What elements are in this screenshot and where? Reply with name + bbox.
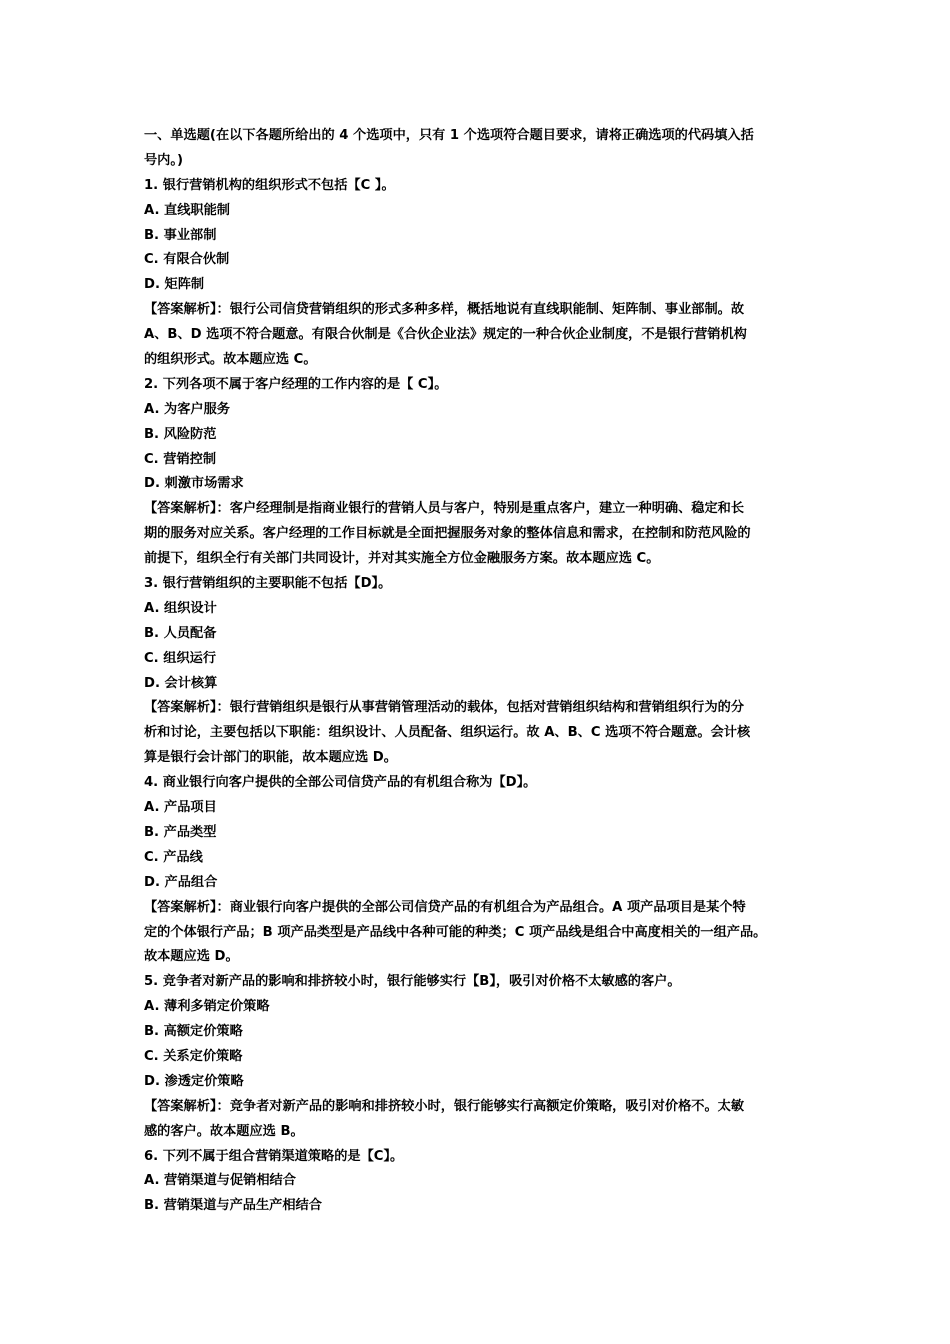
section-title-line: 号内。) <box>144 152 183 168</box>
option-b: B. 产品类型 <box>144 824 217 840</box>
option-c: C. 营销控制 <box>144 451 217 467</box>
question-3 <box>144 572 824 771</box>
answer-analysis-line: 【答案解析】：竞争者对新产品的影响和排挤较小时，银行能够实行高额定价策略，吸引对价格不。太敏 <box>144 1098 745 1114</box>
option-a: A. 产品项目 <box>144 800 217 816</box>
option-b: B. 事业部制 <box>144 227 217 243</box>
option-d: D. 刺激市场需求 <box>144 476 244 492</box>
option-c: C. 关系定价策略 <box>144 1048 243 1064</box>
option-b: B. 人员配备 <box>144 625 217 641</box>
question-stem: 6. 下列不属于组合营销渠道策略的是【C】。 <box>144 1148 404 1164</box>
question-4 <box>144 771 824 970</box>
section-title <box>144 124 824 174</box>
option-a: A. 直线职能制 <box>144 202 230 218</box>
answer-analysis-line: 期的服务对应关系。客户经理的工作目标就是全面把握服务对象的整体信息和需求，在控制和防范风险的 <box>144 526 751 542</box>
option-c: C. 产品线 <box>144 849 203 865</box>
answer-analysis-line: 的组织形式。故本题应选 C。 <box>144 352 317 368</box>
question-2 <box>144 373 824 572</box>
question-stem: 3. 银行营销组织的主要职能不包括【D】。 <box>144 576 392 592</box>
answer-analysis-line: 【答案解析】：银行公司信贷营销组织的形式多种多样，概括地说有直线职能制、矩阵制、事业部制。故 <box>144 302 745 318</box>
answer-analysis-line: 【答案解析】：商业银行向客户提供的全部公司信贷产品的有机组合为产品组合。A 项产品项目是某个特 <box>144 899 746 915</box>
option-d: D. 矩阵制 <box>144 277 205 293</box>
answer-analysis-line: 定的个体银行产品；B 项产品类型是产品线中各种可能的种类；C 项产品线是组合中高度相关的一组产品。 <box>144 924 767 940</box>
answer-analysis-line: 前提下，组织全行有关部门共同设计，并对其实施全方位金融服务方案。故本题应选 C。 <box>144 551 660 567</box>
answer-analysis-line: 算是银行会计部门的职能，故本题应选 D。 <box>144 750 397 766</box>
answer-analysis-line: 【答案解析】：银行营销组织是银行从事营销管理活动的载体，包括对营销组织结构和营销组织行为的分 <box>144 700 745 716</box>
option-c: C. 有限合伙制 <box>144 252 230 268</box>
option-d: D. 会计核算 <box>144 675 218 691</box>
option-b: B. 风险防范 <box>144 426 217 442</box>
question-6 <box>144 1145 824 1220</box>
option-a: A. 组织设计 <box>144 600 217 616</box>
answer-analysis-line: 感的客户。故本题应选 B。 <box>144 1123 304 1139</box>
document-page <box>144 124 824 1219</box>
section-title-line: 一、单选题(在以下各题所给出的 4 个选项中，只有 1 个选项符合题目要求，请将正确选项的代码填入括 <box>144 128 754 143</box>
question-stem: 4. 商业银行向客户提供的全部公司信贷产品的有机组合称为【D】。 <box>144 775 537 791</box>
option-c: C. 组织运行 <box>144 650 217 666</box>
answer-analysis-line: 析和讨论，主要包括以下职能：组织设计、人员配备、组织运行。故 A、B、C 选项不符合题意。会计核 <box>144 725 751 741</box>
option-a: A. 薄利多销定价策略 <box>144 999 270 1015</box>
answer-analysis-line: A、B、D 选项不符合题意。有限合伙制是《合伙企业法》规定的一种合伙企业制度，不是银行营销机构 <box>144 327 747 343</box>
question-1 <box>144 174 824 373</box>
question-5 <box>144 970 824 1144</box>
question-stem: 5. 竞争者对新产品的影响和排挤较小时，银行能够实行【B】，吸引对价格不太敏感的客户。 <box>144 974 681 990</box>
answer-analysis-line: 【答案解析】：客户经理制是指商业银行的营销人员与客户，特别是重点客户，建立一种明确、稳定和长 <box>144 501 745 517</box>
answer-analysis-line: 故本题应选 D。 <box>144 949 239 965</box>
option-b: B. 高额定价策略 <box>144 1024 243 1040</box>
option-a: A. 为客户服务 <box>144 401 230 417</box>
question-stem: 2. 下列各项不属于客户经理的工作内容的是【 C】。 <box>144 376 448 392</box>
option-a: A. 营销渠道与促销相结合 <box>144 1173 296 1189</box>
option-d: D. 产品组合 <box>144 874 218 890</box>
option-d: D. 渗透定价策略 <box>144 1073 244 1089</box>
option-b: B. 营销渠道与产品生产相结合 <box>144 1198 322 1214</box>
question-stem: 1. 银行营销机构的组织形式不包括【C 】。 <box>144 177 395 193</box>
